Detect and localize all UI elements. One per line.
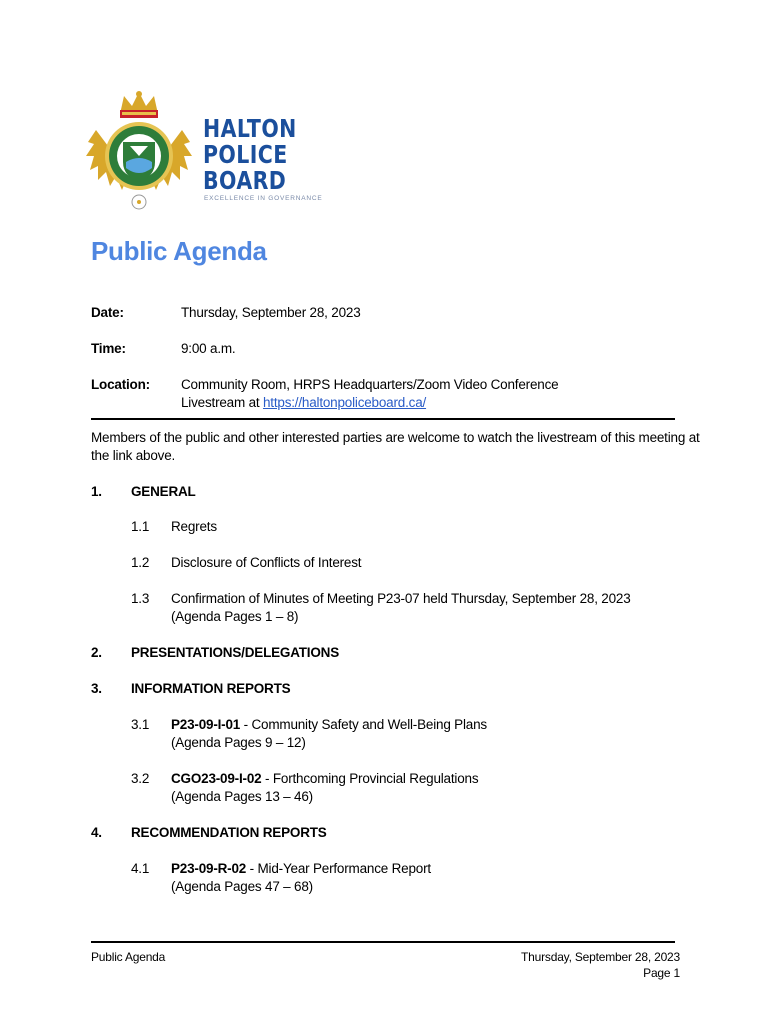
- date-value: Thursday, September 28, 2023: [181, 305, 361, 320]
- item-regrets: Regrets: [171, 519, 217, 534]
- date-label: Date:: [91, 305, 124, 320]
- intro-line-1: Members of the public and other interested parties are welcome to watch the livestream of this meeting at: [91, 430, 700, 445]
- section-number: 3.: [91, 681, 102, 696]
- item-number: 4.1: [131, 861, 150, 876]
- report-code: P23-09-I-01: [171, 717, 241, 732]
- report-title: - Mid-Year Performance Report: [246, 861, 431, 876]
- section-number: 2.: [91, 645, 102, 660]
- item-report-cgo23-09-i-02: [171, 770, 478, 788]
- item-agenda-pages: (Agenda Pages 1 – 8): [171, 609, 299, 624]
- location-value: Community Room, HRPS Headquarters/Zoom Video Conference: [181, 377, 559, 392]
- item-number: 3.1: [131, 717, 150, 732]
- section-title-presentations: PRESENTATIONS/DELEGATIONS: [131, 645, 340, 660]
- section-title-general: GENERAL: [131, 484, 196, 499]
- item-minutes-confirmation: Confirmation of Minutes of Meeting P23-07 held Thursday, September 28, 2023: [171, 591, 631, 606]
- item-number: 1.2: [131, 555, 150, 570]
- page-title: Public Agenda: [91, 236, 267, 266]
- livestream-link[interactable]: https://haltonpoliceboard.ca/: [262, 395, 427, 410]
- item-number: 1.3: [131, 591, 150, 606]
- time-label: Time:: [91, 341, 126, 356]
- report-title: - Forthcoming Provincial Regulations: [261, 771, 479, 786]
- livestream-line: [181, 394, 426, 412]
- report-code: P23-09-R-02: [171, 861, 247, 876]
- footer-date: Thursday, September 28, 2023: [521, 950, 680, 964]
- item-disclosure: Disclosure of Conflicts of Interest: [171, 555, 362, 570]
- item-number: 1.1: [131, 519, 150, 534]
- halton-police-crest-logo: [86, 90, 192, 218]
- section-title-recommendation-reports: RECOMMENDATION REPORTS: [131, 825, 327, 840]
- footer-divider: [91, 941, 675, 943]
- section-title-information-reports: INFORMATION REPORTS: [131, 681, 291, 696]
- header-divider: [91, 418, 675, 420]
- footer-left: Public Agenda: [91, 950, 166, 964]
- footer-page-number: Page 1: [643, 966, 680, 980]
- logo-tagline: EXCELLENCE IN GOVERNANCE: [204, 195, 323, 202]
- logo-wordmark-line2: POLICE: [203, 140, 288, 169]
- section-number: 4.: [91, 825, 102, 840]
- livestream-prefix: Livestream at: [181, 395, 263, 410]
- item-agenda-pages: (Agenda Pages 47 – 68): [171, 879, 313, 894]
- item-number: 3.2: [131, 771, 150, 786]
- report-title: - Community Safety and Well-Being Plans: [240, 717, 487, 732]
- intro-line-2: the link above.: [91, 448, 176, 463]
- item-report-p23-09-r-02: [171, 860, 431, 878]
- item-agenda-pages: (Agenda Pages 9 – 12): [171, 735, 306, 750]
- section-number: 1.: [91, 484, 102, 499]
- report-code: CGO23-09-I-02: [171, 771, 262, 786]
- time-value: 9:00 a.m.: [181, 341, 236, 356]
- logo-wordmark-line3: BOARD: [203, 166, 287, 195]
- location-label: Location:: [91, 377, 150, 392]
- logo-wordmark-line1: HALTON: [203, 114, 297, 143]
- item-agenda-pages: (Agenda Pages 13 – 46): [171, 789, 313, 804]
- item-report-p23-09-i-01: [171, 716, 487, 734]
